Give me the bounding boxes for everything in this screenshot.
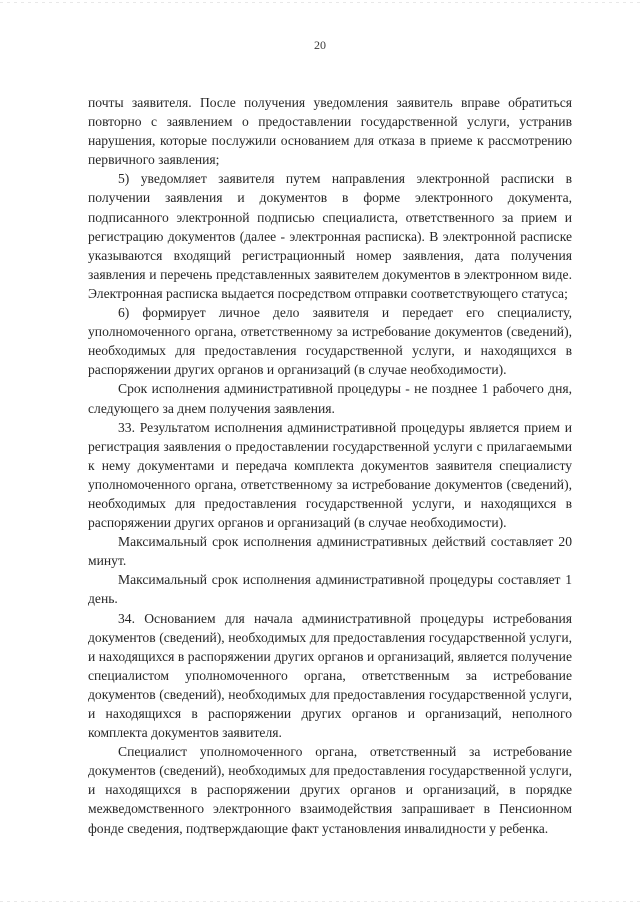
paragraph-3: 6) формирует личное дело заявителя и передает его специалисту, уполномоченного органа, ответственному за истребование документов (сведений), необходимых для предоставления государственной услуги, и находящихся в распоряжении других органов и организаций (в случае необходимости).: [88, 305, 572, 378]
scan-artifact-top: [0, 2, 640, 3]
paragraph-9: Специалист уполномоченного органа, ответственный за истребование документов (сведений), необходимых для предоставления государственной услуги, и находящихся в распоряжении других органов и организаций, в порядке межведомственного электронного взаимодействия запрашивает в Пенсионном фонде сведения, подтверждающие факт установления инвалидности у ребенка.: [88, 744, 572, 836]
paragraph-1: почты заявителя. После получения уведомления заявитель вправе обратиться повторно с заявлением о предоставлении государственной услуги, устранив нарушения, которые послужили основанием для отказа в приеме к рассмотрению первичного заявления;: [88, 95, 572, 168]
paragraph-4: Срок исполнения административной процедуры - не позднее 1 рабочего дня, следующего за днем получения заявления.: [88, 381, 572, 416]
page-number: 20: [314, 38, 326, 52]
paragraph-5: 33. Результатом исполнения административной процедуры является прием и регистрация заявления о предоставлении государственной услуги с прилагаемыми к нему документами и передача комплекта документов заявителя специалисту уполномоченного органа, ответственному за истребование документов (сведений), необходимых для предоставления государственной услуги, и находящихся в распоряжении других органов и организаций (в случае необходимости).: [88, 419, 572, 531]
body-text: [88, 93, 572, 838]
paragraph-6: Максимальный срок исполнения административных действий составляет 20 минут.: [88, 534, 572, 569]
paragraph-7: Максимальный срок исполнения административной процедуры составляет 1 день.: [88, 572, 572, 607]
scan-artifact-bottom: [0, 901, 640, 902]
paragraph-2: 5) уведомляет заявителя путем направления электронной расписки в получении заявления и документов в форме электронного документа, подписанного электронной подписью специалиста, ответственного за прием и регистрацию документов (далее - электронная расписка). В электронной расписке указываются входящий регистрационный номер заявления, дата получения заявления и перечень представленных заявителем документов в электронном виде. Электронная расписка выдается посредством отправки соответствующего статуса;: [88, 171, 572, 301]
paragraph-8: 34. Основанием для начала административной процедуры истребования документов (сведений), необходимых для предоставления государственной услуги, и находящихся в распоряжении других органов и организаций, является получение специалистом уполномоченного органа, ответственным за истребование документов (сведений), необходимых для предоставления государственной услуги, и находящихся в распоряжении других органов и организаций, неполного комплекта документов заявителя.: [88, 610, 572, 741]
